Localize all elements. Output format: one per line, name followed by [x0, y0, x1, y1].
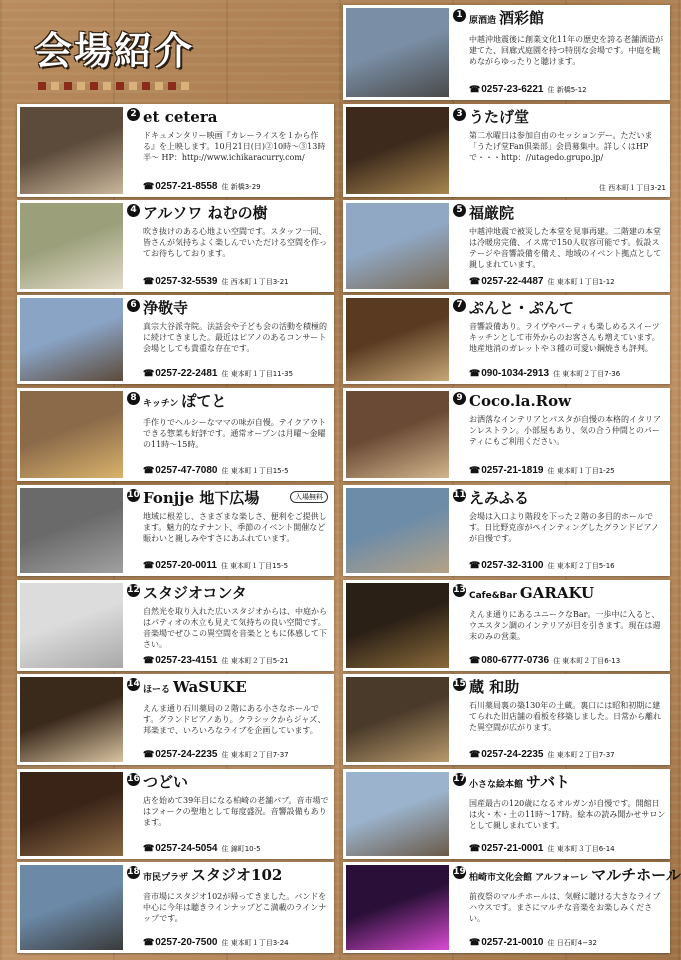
venue-photo [346, 865, 449, 950]
venue-description: 吹き抜けのある心地よい空間です。スタッフ一同、皆さんが気持ちよく楽しんでいただける空間を作ってお待ちしております。 [143, 227, 327, 258]
venue-photo [346, 298, 449, 381]
venue-card [17, 295, 334, 384]
venue-name-text: マルチホール [591, 866, 681, 884]
page-title: 会場紹介 [34, 29, 195, 73]
venue-number: 15 [453, 679, 466, 689]
venue-phone: ☎ 0257-32-5539 [143, 276, 218, 287]
venue-phone: ☎ 0257-22-4487 [469, 276, 544, 287]
venue-name-text: アルソワ ねむの樹 [143, 204, 268, 222]
venue-name-text: サバト [526, 773, 570, 791]
venue-description: 真宗大谷派寺院。法話会や子ども会の活動を積極的に続けてきました。最近はピアノのあるコンサート会場としても貴重な存在です。 [143, 322, 327, 353]
venue-photo [20, 865, 123, 950]
venue-card [17, 674, 334, 765]
venue-name [469, 488, 666, 508]
venue-prefix: ほーる [143, 685, 171, 695]
venue-card [343, 104, 670, 197]
venue-name [143, 203, 330, 223]
venue-name-text: うたげ堂 [469, 108, 530, 126]
venue-phone: ☎ 0257-21-8558 [143, 181, 218, 192]
venue-address: 住 東本町１丁目15-5 [221, 467, 289, 475]
venue-name-text: 浄敬寺 [143, 299, 189, 317]
venue-photo [20, 772, 123, 856]
venue-photo [20, 298, 123, 381]
venue-address: 住 東本町３丁目6-14 [547, 845, 615, 853]
venue-number: 12 [127, 585, 140, 595]
venue-name [143, 677, 330, 700]
venue-card [343, 5, 670, 100]
venue-card [343, 862, 681, 953]
venue-description: 手作りでヘルシーなママの味が自慢。テイクアウトできる惣菜も好評です。通常オープンは月曜〜金曜の11時〜15時。 [143, 418, 327, 449]
venue-name-text: 蔵 和助 [469, 678, 520, 696]
venue-photo [20, 107, 123, 194]
venue-name [469, 583, 666, 606]
venue-card [17, 862, 334, 953]
venue-address: 住 東本町２丁目7-37 [221, 751, 289, 759]
venue-card [17, 580, 334, 671]
venue-description: ドキュメンタリー映画『カレーライスを１から作る』を上映します。10月21日(日)②10時〜③13時半〜 HP：http://www.ichikaracurry.com/ [143, 131, 326, 162]
venue-description: 第二水曜日は参加自由のセッションデー。ただいま「うたげ堂Fan倶楽部」会員募集中。詳しくはHPで・・・http：//utagedo.grupo.jp/ [469, 131, 653, 162]
venue-name [469, 203, 666, 223]
venue-card [343, 200, 670, 292]
venue-address: 住 錦町10-5 [221, 845, 261, 853]
venue-address: 住 新橋5-12 [547, 86, 587, 94]
venue-photo [20, 203, 123, 289]
venue-card [343, 295, 670, 384]
venue-photo [20, 488, 123, 573]
venue-photo [20, 583, 123, 668]
venue-card [343, 485, 670, 576]
venue-address: 住 東本町２丁目5-21 [221, 657, 289, 665]
venue-photo [346, 8, 449, 97]
venue-phone: ☎ 0257-20-0011 [143, 560, 217, 571]
venue-address: 住 東本町１丁目11-35 [221, 370, 294, 378]
venue-number: 16 [127, 774, 140, 784]
venue-number: 13 [453, 585, 466, 595]
title-decoration [38, 75, 194, 94]
venue-card [17, 104, 334, 197]
venue-number: 5 [453, 204, 466, 217]
venue-address: 住 東本町２丁目7-37 [547, 751, 615, 759]
venue-card [17, 485, 334, 576]
venue-address: 住 西本町１丁目3-21 [598, 184, 666, 192]
venue-number: 14 [127, 679, 140, 689]
venue-name-text: ぽてと [181, 392, 227, 410]
venue-card [17, 388, 334, 481]
venue-description: 音響設備あり。ライヴやパーティも楽しめるスイーツキッチンとして市外からのお客さんも増えています。地産地消のガレットや３種の可愛い鋼焼きも評判。 [469, 322, 660, 353]
venue-address: 住 東本町１丁目3-24 [221, 939, 289, 947]
venue-name [143, 583, 330, 603]
venue-address: 住 東本町２丁目5-16 [547, 562, 615, 570]
venue-phone: ☎ 080-6777-0736 [469, 655, 549, 666]
venue-description: 国産最古の120歳になるオルガンが自慢です。開館日は火・木・土の11時〜17時。絵本の読み聞かせサロンとして親しまれています。 [469, 799, 666, 830]
venue-number: 2 [127, 108, 140, 121]
venue-card [17, 769, 334, 859]
venue-name-text: Coco.la.Row [469, 392, 572, 410]
venue-address: 住 東本町１丁目15-5 [220, 562, 289, 570]
venue-name [469, 107, 666, 127]
venue-prefix: 柏崎市文化会館 アルフォーレ [469, 873, 589, 883]
venue-photo [346, 391, 449, 478]
venue-photo [346, 107, 449, 194]
venue-name [143, 391, 330, 414]
venue-card [343, 674, 670, 765]
venue-name-text: つどい [143, 773, 189, 791]
venue-phone: ☎ 0257-22-2481 [143, 368, 218, 379]
venue-description: 中越沖地震で被災した本堂を見事再建。二階建の本堂は冷暖房完備、イス席で150人収容可能です。仮設ステージや音響設備を備え、地域のイベント拠点として親しまれています。 [469, 227, 662, 269]
venue-photo [346, 203, 449, 289]
venue-name-text: WaSUKE [173, 678, 247, 696]
venue-address: 住 新橋3-29 [221, 183, 261, 191]
venue-name-text: Fonjje 地下広場 [143, 489, 260, 507]
venue-photo [346, 488, 449, 573]
venue-number: 19 [453, 867, 466, 877]
venue-name-text: スタジオコンタ [143, 584, 247, 602]
venue-number: 3 [453, 108, 466, 121]
venue-name [469, 298, 666, 318]
venue-prefix: 小さな絵本館 [469, 780, 524, 790]
venue-number: 18 [127, 867, 140, 877]
venue-description: 会場は入口より階段を下った２階の多目的ホールです。日比野克彦がペインティングしたグランドピアノが自慢です。 [469, 512, 659, 543]
venue-address: 住 日石町4−32 [547, 939, 597, 947]
venue-number: 17 [453, 774, 466, 784]
venue-prefix: Cafe&Bar [469, 591, 517, 601]
venue-address: 住 東本町１丁目1-25 [547, 467, 615, 475]
venue-name-text: 酒彩館 [499, 9, 545, 27]
venue-photo [20, 677, 123, 762]
venue-name [469, 772, 666, 795]
venue-phone: ☎ 0257-24-2235 [469, 749, 544, 760]
venue-card [343, 388, 670, 481]
venue-phone: ☎ 0257-32-3100 [469, 560, 544, 571]
venue-photo [346, 583, 449, 668]
venue-address: 住 東本町２丁目6-13 [553, 657, 621, 665]
venue-description: 自然光を取り入れた広いスタジオからは、中庭からはパティオの木立も見えて気持ちの良い空間です。音楽場でぜひこの異空間を音楽とともに体感して下さい。 [143, 607, 327, 649]
venue-name [469, 865, 681, 888]
venue-number: 8 [127, 392, 140, 405]
venue-number: 7 [453, 299, 466, 312]
venue-description: 店を始めて39年目になる柏崎の老舗パブ。音市場ではフォークの聖地として毎度盛況。音響設備もあります。 [143, 796, 329, 827]
venue-phone: ☎ 0257-23-6221 [469, 84, 544, 95]
venue-phone: ☎ 090-1034-2913 [469, 368, 549, 379]
venue-description: えんま通りにあるユニークなBar。一歩中に入ると、ウエスタン調のインテリアが目を引きます。現在は週末のみの営業。 [469, 610, 661, 641]
venue-card [343, 769, 670, 859]
venue-name [143, 772, 330, 792]
venue-number: 1 [453, 9, 466, 22]
venue-number: 9 [453, 392, 466, 405]
venue-photo [20, 391, 123, 478]
venue-name-text: et cetera [143, 108, 218, 126]
venue-number: 11 [453, 490, 466, 500]
venue-number: 10 [127, 490, 140, 500]
venue-phone: ☎ 0257-21-0001 [469, 843, 544, 854]
free-entry-badge: 入場無料 [290, 491, 328, 503]
venue-address: 住 西本町１丁目3-21 [221, 278, 289, 286]
venue-address: 住 東本町１丁目1-12 [547, 278, 615, 286]
venue-card [343, 580, 670, 671]
venue-description: 前夜祭のマルチホールは、気軽に聴ける大きなライブハウスです。まさにマルチな音楽をお楽しみください。 [469, 892, 661, 923]
venue-name-text: ぷんと・ぷんて [469, 299, 575, 317]
venue-name [143, 298, 330, 318]
venue-phone: ☎ 0257-47-7080 [143, 465, 218, 476]
venue-description: 音市場にスタジオ102が帰ってきました。バンドを中心に今年は聴きラインナップどこ満載のラインナップです。 [143, 892, 327, 923]
venue-description: お洒落なインテリアとパスタが自慢の本格的イタリアンレストラン。小部屋もあり、気の合う仲間とのパーティにもご利用ください。 [469, 415, 661, 446]
venue-name-text: GARAKU [519, 584, 595, 602]
venue-phone: ☎ 0257-23-4151 [143, 655, 218, 666]
venue-name [143, 865, 330, 888]
venue-name [469, 391, 666, 411]
venue-description: 地域に根差し、さまざまな楽しさ、便利をご提供します。魅力的なテナント、季節のイベント開催など賑わいと親しみやすさにあふれています。 [143, 512, 327, 543]
venue-phone: ☎ 0257-21-1819 [469, 465, 544, 476]
venue-address: 住 東本町２丁目7-36 [553, 370, 621, 378]
venue-name-text: スタジオ102 [191, 866, 283, 884]
venue-description: 中越沖地震後に創業文化11年の歴史を誇る老舗酒造が建てた、回廊式庭園を持つ特別な会場です。中庭を眺めながらゆったりと聴けます。 [469, 35, 664, 66]
venue-phone: ☎ 0257-21-0010 [469, 937, 544, 948]
venue-name [143, 107, 330, 127]
venue-prefix: 原酒造 [469, 16, 497, 26]
venue-photo [346, 677, 449, 762]
venue-name [469, 8, 666, 31]
venue-card [17, 200, 334, 292]
venue-name-text: 福厳院 [469, 204, 515, 222]
venue-phone: ☎ 0257-20-7500 [143, 937, 218, 948]
venue-prefix: 市民プラザ [143, 873, 189, 883]
venue-name-text: えみふる [469, 489, 530, 507]
venue-number: 4 [127, 204, 140, 217]
venue-phone: ☎ 0257-24-2235 [143, 749, 218, 760]
venue-prefix: キッチン [143, 399, 179, 409]
venue-number: 6 [127, 299, 140, 312]
venue-description: えんま通り石川薬局の２階にある小さなホールです。グランドピアノあり。クラシックからジャズ、邦楽まで、いろいろなライブを企画しています。 [143, 704, 326, 735]
venue-phone: ☎ 0257-24-5054 [143, 843, 218, 854]
venue-name [469, 677, 666, 697]
venue-photo [346, 772, 449, 856]
venue-description: 石川薬局裏の築130年の土蔵。裏口には昭和初期に建てられた旧店舗の看板を移築しました。日常から離れた異空間が広がります。 [469, 701, 661, 732]
